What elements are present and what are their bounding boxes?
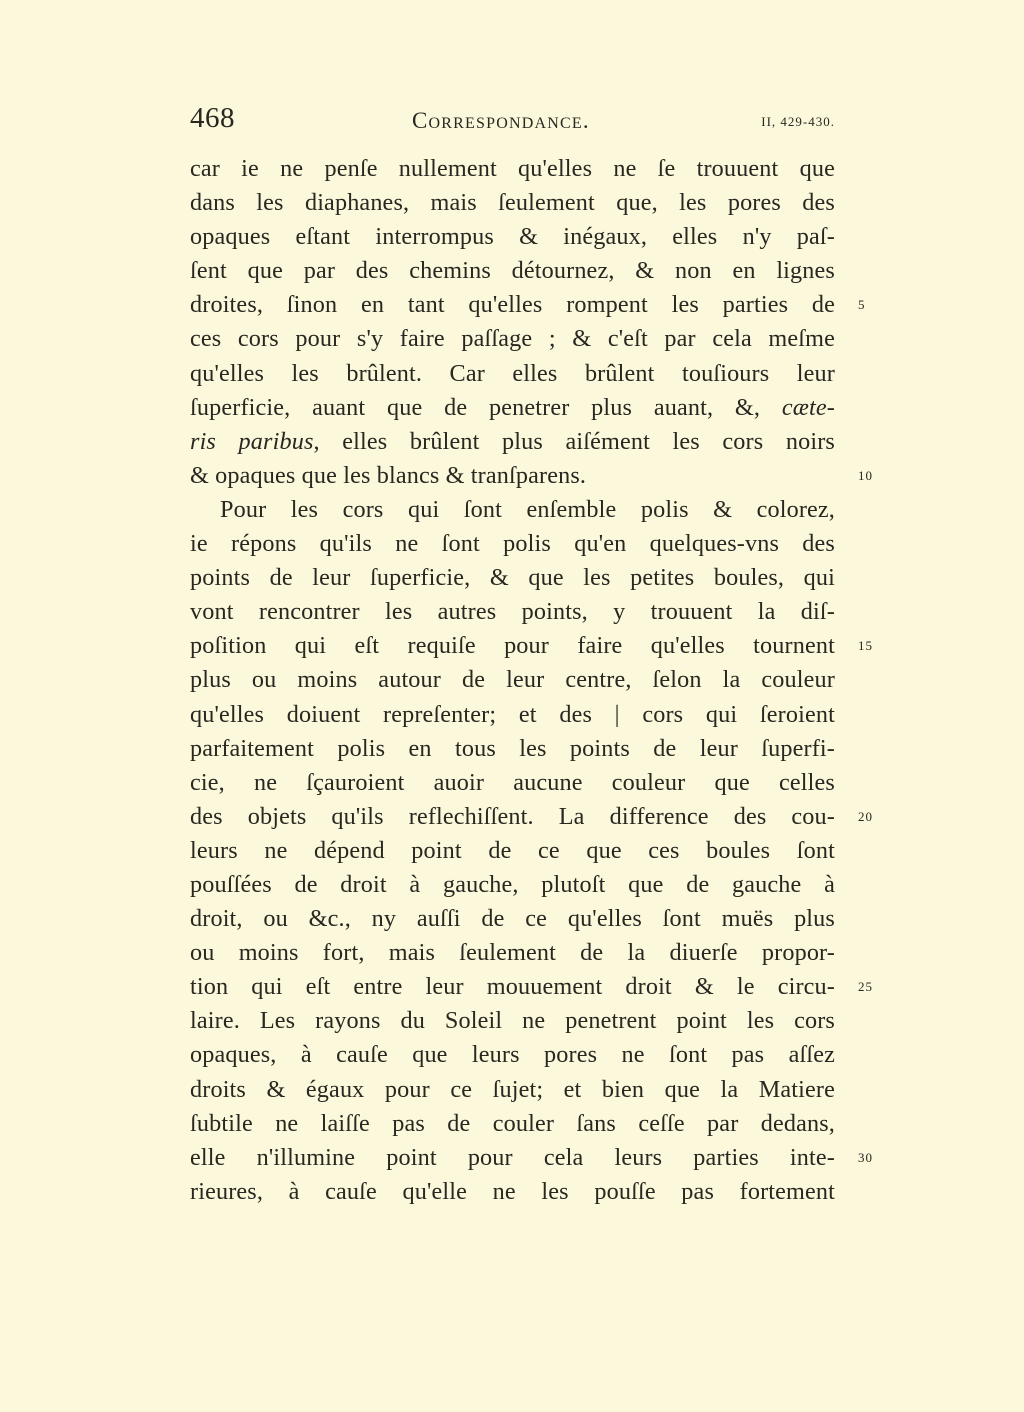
line-text: droits & égaux pour ce ſujet; et bien que la Matiere — [190, 1075, 835, 1103]
line-content — [190, 530, 835, 557]
text-line — [190, 322, 835, 356]
line-text: qu'elles doiuent repreſenter; et des | cors qui ſeroient — [190, 700, 835, 728]
line-content — [190, 291, 835, 318]
line-text: droit, ou &c., ny auſſi de ce qu'elles ſont muës plus — [190, 905, 835, 933]
line-text: ſubtile ne laiſſe pas de couler ſans ceſſe par dedans, — [190, 1109, 835, 1137]
line-text: leurs ne dépend point de ce que ces boules ſont — [190, 836, 835, 864]
text-line — [190, 186, 835, 220]
text-line — [190, 254, 835, 288]
line-content — [190, 257, 835, 284]
line-content — [190, 735, 835, 762]
line-text: opaques eſtant interrompus & inégaux, elles n'y paſ- — [190, 223, 835, 251]
line-text: Pour les cors qui ſont enſemble polis & colorez, — [220, 495, 835, 523]
line-content — [190, 632, 835, 659]
text-line — [190, 834, 835, 868]
line-content — [190, 905, 835, 932]
line-content — [190, 189, 835, 216]
line-number: 30 — [858, 1149, 873, 1165]
line-number: 10 — [858, 467, 873, 483]
line-text: ou moins fort, mais ſeulement de la diuerſe propor- — [190, 939, 835, 967]
line-text: plus ou moins autour de leur centre, ſelon la couleur — [190, 666, 835, 694]
line-text: rieures, à cauſe qu'elle ne les pouſſe pas fortement — [190, 1177, 835, 1205]
text-line — [190, 1073, 835, 1107]
line-content — [190, 1007, 835, 1034]
line-content — [190, 803, 835, 830]
line-text: dans les diaphanes, mais ſeulement que, les pores des — [190, 189, 835, 217]
text-line — [190, 288, 866, 322]
line-content — [190, 360, 835, 387]
text-line — [190, 868, 835, 902]
line-content — [190, 973, 835, 1000]
line-content — [190, 1110, 835, 1137]
line-text: car ie ne penſe nullement qu'elles ne ſe trouuent que — [190, 155, 835, 182]
text-line — [190, 1107, 835, 1141]
line-content — [190, 598, 835, 625]
line-content — [190, 564, 835, 591]
body-text — [190, 152, 873, 1209]
text-line — [190, 1141, 873, 1175]
italic-phrase: ris paribus — [190, 427, 314, 455]
line-content — [190, 666, 835, 693]
line-text: elle n'illumine point pour cela leurs parties inte- — [190, 1143, 835, 1171]
text-line — [190, 357, 835, 391]
text-line — [190, 527, 835, 561]
line-content — [190, 701, 835, 728]
line-content — [190, 871, 835, 898]
line-text: , elles brûlent plus aiſément les cors noirs — [313, 427, 835, 455]
text-line — [190, 1175, 835, 1209]
line-number: 15 — [858, 638, 873, 654]
text-line — [190, 595, 835, 629]
running-title: Correspondance. — [412, 108, 590, 133]
text-line — [190, 1038, 835, 1072]
line-text: qu'elles les brûlent. Car elles brûlent touſiours leur — [190, 359, 835, 387]
line-text: ſent que par des chemins détournez, & non en lignes — [190, 257, 835, 285]
line-text: ces cors pour s'y faire paſſage ; & c'eſt par cela meſme — [190, 325, 835, 353]
text-line — [190, 391, 835, 425]
text-line — [190, 936, 835, 970]
text-line — [190, 1004, 835, 1038]
line-text: & opaques que les blancs & tranſparens. — [190, 461, 587, 489]
line-number: 20 — [858, 808, 873, 824]
line-text: points de leur ſuperficie, & que les petites boules, qui — [190, 564, 835, 592]
line-text: vont rencontrer les autres points, y trouuent la diſ- — [190, 598, 835, 626]
line-text: tion qui eſt entre leur mouuement droit & le circu- — [190, 973, 835, 1001]
line-text: ie répons qu'ils ne ſont polis qu'en quelques-vns des — [190, 530, 835, 558]
line-content — [190, 769, 835, 796]
line-text: des objets qu'ils reflechiſſent. La difference des cou- — [190, 802, 835, 830]
text-line — [190, 493, 835, 527]
text-line — [190, 629, 873, 663]
text-line — [190, 425, 835, 459]
text-line — [190, 800, 873, 834]
text-line — [190, 152, 835, 186]
line-text: droites, ſinon en tant qu'elles rompent les parties de — [190, 291, 835, 319]
line-text: ſuperficie, auant que de penetrer plus auant, &, — [190, 393, 761, 421]
text-line — [190, 902, 835, 936]
line-content — [190, 325, 835, 352]
line-text: laire. Les rayons du Soleil ne penetrent point les cors — [190, 1007, 835, 1035]
line-content — [190, 1144, 835, 1171]
page-header — [190, 100, 835, 140]
line-number: 5 — [858, 297, 866, 313]
line-content — [190, 1178, 835, 1205]
line-content — [220, 496, 835, 523]
text-line — [190, 698, 835, 732]
text-line — [190, 459, 873, 493]
line-content — [190, 462, 586, 489]
line-text: pouſſées de droit à gauche, plutoſt que de gauche à — [190, 870, 835, 898]
line-text: poſition qui eſt requiſe pour faire qu'elles tournent — [190, 632, 835, 660]
text-line — [190, 970, 873, 1004]
line-content — [190, 428, 835, 455]
line-content — [190, 223, 835, 250]
line-content — [190, 1076, 835, 1103]
line-content — [190, 939, 835, 966]
page-number: 468 — [190, 102, 235, 134]
line-content — [190, 394, 835, 421]
text-line — [190, 561, 835, 595]
text-line — [190, 766, 835, 800]
text-line — [190, 663, 835, 697]
line-content — [190, 155, 835, 182]
italic-phrase: cæte- — [781, 393, 836, 421]
text-line — [190, 220, 835, 254]
line-content — [190, 837, 835, 864]
line-text: parfaitement polis en tous les points de leur ſuperfi- — [190, 734, 835, 762]
line-text: opaques, à cauſe que leurs pores ne ſont pas aſſez — [190, 1041, 835, 1069]
text-line — [190, 732, 835, 766]
line-text: cie, ne ſçauroient auoir aucune couleur que celles — [190, 768, 835, 796]
line-number: 25 — [858, 979, 873, 995]
volume-reference: II, 429-430. — [761, 114, 835, 129]
line-content — [190, 1041, 835, 1068]
